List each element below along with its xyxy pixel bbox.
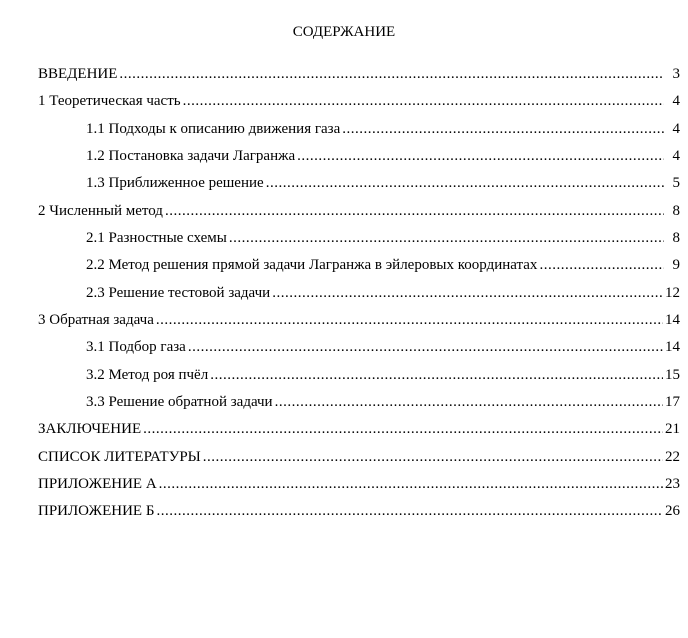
toc-entry[interactable] xyxy=(38,119,680,146)
toc-entry-page-number: 14 xyxy=(665,311,680,328)
dot-leader xyxy=(539,255,664,275)
toc-entry[interactable] xyxy=(38,474,680,501)
dot-leader xyxy=(210,365,663,385)
dot-leader xyxy=(229,228,664,248)
dot-leader xyxy=(275,392,663,412)
toc-entry-label[interactable]: СПИСОК ЛИТЕРАТУРЫ xyxy=(38,448,201,465)
toc-entry-label[interactable]: 2 Численный метод xyxy=(38,202,163,219)
toc-entry[interactable] xyxy=(38,419,680,446)
toc-entry[interactable] xyxy=(38,173,680,200)
toc-entry-label[interactable]: 2.3 Решение тестовой задачи xyxy=(86,284,271,301)
table-of-contents xyxy=(38,64,680,529)
toc-entry-page-number: 12 xyxy=(665,284,680,301)
toc-entry-page-number: 26 xyxy=(665,503,680,520)
toc-entry-page-number: 15 xyxy=(665,366,680,383)
dot-leader xyxy=(266,173,664,193)
dot-leader xyxy=(156,310,663,330)
dot-leader xyxy=(156,501,663,521)
toc-entry[interactable] xyxy=(38,392,680,419)
toc-entry-label[interactable]: 2.1 Разностные схемы xyxy=(86,229,227,246)
dot-leader xyxy=(165,201,664,221)
dot-leader xyxy=(272,283,663,303)
toc-entry-page-number: 4 xyxy=(672,120,680,137)
toc-entry-page-number: 8 xyxy=(672,202,680,219)
toc-entry-page-number: 14 xyxy=(665,339,680,356)
toc-entry-label[interactable]: 1.1 Подходы к описанию движения газа xyxy=(86,120,341,137)
toc-entry[interactable] xyxy=(38,255,680,282)
toc-entry-page-number: 3 xyxy=(672,66,680,82)
toc-entry-label[interactable]: 1.2 Постановка задачи Лагранжа xyxy=(86,147,296,164)
toc-entry[interactable] xyxy=(38,201,680,228)
toc-entry[interactable] xyxy=(38,337,680,364)
dot-leader xyxy=(119,64,664,84)
toc-entry[interactable] xyxy=(38,64,680,91)
toc-entry[interactable] xyxy=(38,310,680,337)
toc-entry-label[interactable]: ПРИЛОЖЕНИЕ Б xyxy=(38,503,155,520)
dot-leader xyxy=(188,337,663,357)
toc-entry-label[interactable]: 2.2 Метод решения прямой задачи Лагранжа в эйлеровых координатах xyxy=(86,257,538,274)
dot-leader xyxy=(297,146,664,166)
toc-entry-page-number: 17 xyxy=(665,393,680,410)
toc-entry-label[interactable]: 3.2 Метод роя пчёл xyxy=(86,366,209,383)
toc-entry-page-number: 4 xyxy=(672,93,680,110)
toc-entry-label[interactable]: 1.3 Приближенное решение xyxy=(86,175,264,192)
toc-entry-label[interactable]: 3 Обратная задача xyxy=(38,311,154,328)
toc-entry[interactable] xyxy=(38,228,680,255)
toc-entry-label[interactable]: 3.1 Подбор газа xyxy=(86,339,186,356)
toc-entry-label[interactable]: ЗАКЛЮЧЕНИЕ xyxy=(38,421,142,438)
toc-title: СОДЕРЖАНИЕ xyxy=(292,24,396,40)
dot-leader xyxy=(342,119,664,139)
toc-entry-label[interactable]: ВВЕДЕНИЕ xyxy=(38,66,118,82)
toc-entry-page-number: 5 xyxy=(672,175,680,192)
dot-leader xyxy=(183,91,664,111)
toc-entry[interactable] xyxy=(38,447,680,474)
toc-entry-page-number: 23 xyxy=(665,475,680,492)
dot-leader xyxy=(143,419,663,439)
toc-entry-label[interactable]: ПРИЛОЖЕНИЕ А xyxy=(38,475,157,492)
toc-entry-page-number: 21 xyxy=(665,421,680,438)
dot-leader xyxy=(203,447,663,467)
toc-entry[interactable] xyxy=(38,501,680,528)
dot-leader xyxy=(159,474,663,494)
toc-entry[interactable] xyxy=(38,283,680,310)
toc-entry-label[interactable]: 3.3 Решение обратной задачи xyxy=(86,393,273,410)
toc-entry-page-number: 22 xyxy=(665,448,680,465)
toc-entry-label[interactable]: 1 Теоретическая часть xyxy=(38,93,181,110)
toc-entry[interactable] xyxy=(38,365,680,392)
toc-entry-page-number: 8 xyxy=(672,229,680,246)
toc-entry-page-number: 9 xyxy=(672,257,680,274)
toc-entry-page-number: 4 xyxy=(672,147,680,164)
toc-entry[interactable] xyxy=(38,146,680,173)
toc-entry[interactable] xyxy=(38,91,680,118)
